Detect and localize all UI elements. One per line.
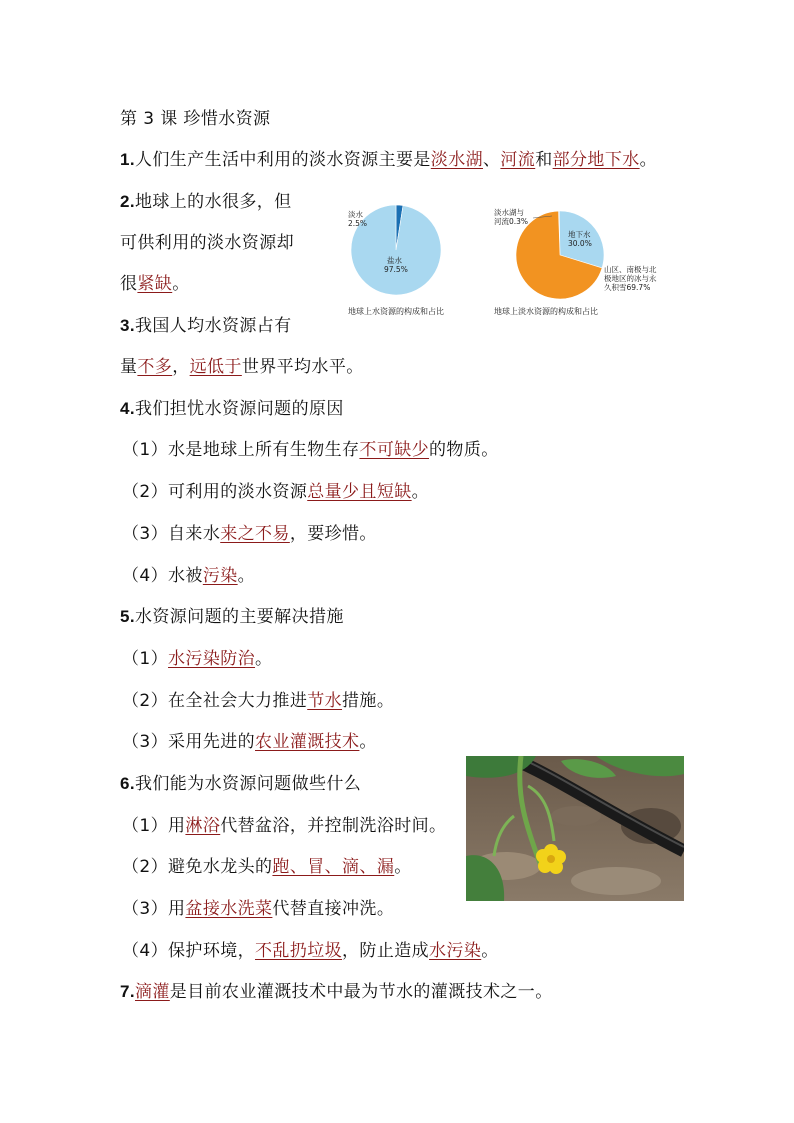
answer: 淋浴: [185, 816, 221, 836]
answer: 污染: [202, 566, 238, 586]
text: 、: [483, 150, 501, 170]
text: 人们生产生活中利用的淡水资源主要是: [134, 150, 431, 170]
answer: 总量少且短缺: [307, 482, 412, 502]
label-ice-1: 山区、南极与北: [604, 265, 657, 274]
label-ice-2: 极地区的冰与永: [604, 274, 657, 283]
label-lake: 淡水湖与: [494, 208, 524, 217]
drip-irrigation-photo: [466, 756, 684, 901]
text: 我国人均水资源占有: [134, 316, 292, 336]
text: 我们能为水资源问题做些什么: [134, 774, 362, 794]
item-number: 6.: [120, 774, 135, 793]
sub-item: （4）保护环境，不乱扔垃圾，防止造成水污染。: [122, 941, 499, 961]
text: 量: [120, 357, 138, 377]
label-salt: 盐水: [387, 256, 402, 265]
pie-chart-earth-water: [348, 205, 444, 316]
answer: 部分地下水: [552, 150, 640, 170]
sub-item: （3）采用先进的农业灌溉技术。: [122, 732, 377, 752]
item-number: 5.: [120, 607, 135, 626]
answer: 滴灌: [134, 982, 170, 1002]
text: 很: [120, 274, 138, 294]
answer: 紧缺: [137, 274, 173, 294]
sub-item: （2）避免水龙头的跑、冒、滴、漏。: [122, 857, 412, 877]
item-number: 4.: [120, 399, 135, 418]
label-lake-pct: 河流0.3%: [494, 217, 529, 226]
label-salt-pct: 97.5%: [384, 265, 408, 274]
sub-item: （1）用淋浴代替盆浴，并控制洗浴时间。: [122, 816, 447, 836]
page-title: 第 3 课 珍惜水资源: [120, 109, 271, 129]
text: 。: [639, 150, 658, 170]
chart-2-title: 地球上淡水资源的构成和占比: [494, 307, 598, 316]
answer: 来之不易: [220, 524, 290, 544]
answer: 远低于: [189, 357, 242, 377]
text: 水资源问题的主要解决措施: [134, 607, 344, 627]
sub-item: （1）水是地球上所有生物生存不可缺少的物质。: [122, 440, 499, 460]
sub-item: （2）在全社会大力推进节水措施。: [122, 691, 395, 711]
answer: 水污染: [429, 941, 482, 961]
item-number: 3.: [120, 316, 135, 335]
sub-item: （2）可利用的淡水资源总量少且短缺。: [122, 482, 430, 502]
answer: 河流: [500, 150, 536, 170]
answer: 水污染防治: [168, 649, 256, 669]
item-5-heading: [120, 606, 344, 628]
answer: 节水: [307, 691, 343, 711]
sub-item: （3）用盆接水洗菜代替直接冲洗。: [122, 899, 395, 919]
item-4-heading: [120, 398, 344, 420]
answer: 淡水湖: [430, 150, 483, 170]
sub-item: （3）自来水来之不易，要珍惜。: [122, 524, 377, 544]
water-pie-charts: [340, 200, 690, 325]
item-7: [120, 981, 553, 1003]
item-3-line-1: [120, 315, 292, 337]
answer: 不多: [137, 357, 173, 377]
item-2-line-2: 可供利用的淡水资源却: [120, 233, 294, 253]
answer: 盆接水洗菜: [185, 899, 273, 919]
answer: 农业灌溉技术: [255, 732, 360, 752]
sub-item: （1）水污染防治。: [122, 649, 273, 669]
text: 。: [172, 274, 190, 294]
text: 地球上的水很多，但: [134, 192, 292, 212]
answer: 跑、冒、滴、漏: [272, 857, 395, 877]
pie-chart-fresh-water: [494, 207, 657, 316]
item-1: [120, 149, 657, 171]
text: 是目前农业灌溉技术中最为节水的灌溉技术之一。: [169, 982, 553, 1002]
answer: 不乱扔垃圾: [255, 941, 343, 961]
label-ground-pct: 30.0%: [568, 239, 592, 248]
text: 我们担忧水资源问题的原因: [134, 399, 344, 419]
text: 和: [535, 150, 553, 170]
item-2-line-3: [120, 273, 190, 295]
sub-item: （4）水被污染。: [122, 566, 256, 586]
item-number: 1.: [120, 150, 135, 169]
chart-1-title: 地球上水资源的构成和占比: [348, 307, 444, 316]
item-number: 7.: [120, 982, 135, 1001]
answer: 不可缺少: [359, 440, 430, 460]
label-ice-3: 久积雪69.7%: [604, 283, 651, 292]
text: 世界平均水平。: [241, 357, 364, 377]
cucumber-seedling-image: [466, 756, 684, 901]
label-fresh-pct: 2.5%: [348, 219, 368, 228]
label-ground: 地下水: [568, 230, 591, 239]
label-fresh: 淡水: [348, 210, 363, 219]
text: ，: [172, 357, 190, 377]
item-3-line-2: [120, 356, 364, 378]
item-number: 2.: [120, 192, 135, 211]
item-2-line-1: [120, 191, 292, 213]
item-6-heading: [120, 773, 361, 795]
